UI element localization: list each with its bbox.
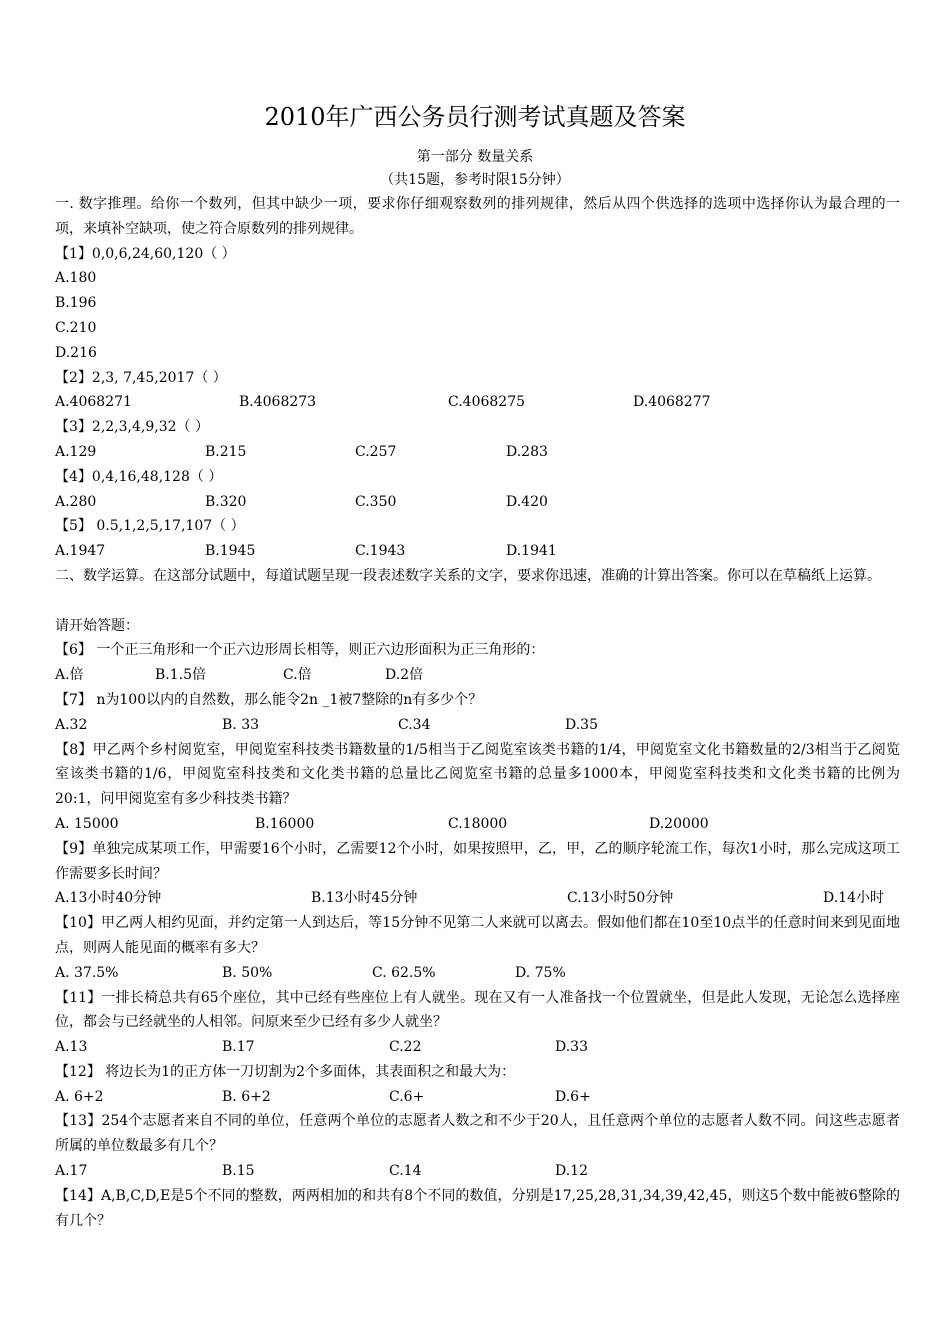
question-text: 【1】0,0,6,24,60,120（ ） [55,245,236,262]
option-row [55,440,900,465]
option: B.1945 [205,543,256,560]
option: A.13 [55,1039,88,1056]
option-row [55,1085,900,1110]
option: C.14 [389,1163,422,1180]
question-text: 【2】2,3, 7,45,2017（ ） [55,369,227,386]
option: A. 37.5% [55,964,119,981]
option: C.257 [355,443,397,460]
option: B.1.5倍 [155,667,207,684]
question-text: 【8】甲乙两个乡村阅览室，甲阅览室科技类书籍数量的1/5相当于乙阅览室该类书籍的1/4，甲阅览室文化书籍数量的2/3相当于乙阅览室该类书籍的1/6，甲阅览室科技类和文化类书籍的总量比乙阅览室书籍的总量多1000本，甲阅览室科技类和文化类书籍的比例为20:1，问甲阅览室有多少科技类书籍？ [55,741,900,808]
option: D.6+ [555,1088,591,1105]
option-row [55,886,900,911]
start-prompt: 请开始答题： [55,617,139,634]
option: A.1947 [55,543,106,560]
option: C.34 [398,716,431,733]
option: D.20000 [649,815,709,832]
question-content [55,192,900,1233]
question-text: 【12】 将边长为1的正方体一刀切割为2个多面体，其表面积之和最大为： [55,1063,516,1080]
option: C.210 [55,319,97,336]
option: D.283 [506,443,548,460]
option-row [55,663,900,688]
option: A.倍 [55,667,84,684]
option: D.1941 [506,543,557,560]
question-text: 【4】0,4,16,48,128（ ） [55,468,223,485]
option: A. 6+2 [55,1088,104,1105]
option: D.420 [506,493,548,510]
option: B.196 [55,295,97,312]
part-heading: 第一部分 数量关系 [416,149,534,165]
question-text: 【5】 0.5,1,2,5,17,107（ ） [55,518,245,535]
question-text: 【10】甲乙两人相约见面，并约定第一人到达后，等15分钟不见第二人来就可以离去。假如他们都在10至10点半的任意时间来到见面地点，则两人能见面的概率有多大？ [55,915,900,956]
option: C.13小时50分钟 [567,890,674,907]
option: A.17 [55,1163,88,1180]
option: C.350 [355,493,397,510]
option-row [55,812,900,837]
option: C. 62.5% [372,964,436,981]
option: B.13小时45分钟 [311,890,418,907]
section1-intro: 一. 数字推理。给你一个数列，但其中缺少一项，要求你仔细观察数列的排列规律，然后从四个供选择的选项中选择你认为最合理的一项，来填补空缺项，使之符合原数列的排列规律。 [55,196,900,237]
option: C.22 [389,1039,422,1056]
option: A.129 [55,443,97,460]
option-row [55,1035,900,1060]
option-row [55,490,900,515]
option: D.14小时 [823,890,884,907]
option: C.倍 [283,667,312,684]
option: B. 6+2 [222,1088,271,1105]
option: D.35 [565,716,598,733]
option: B.4068273 [239,394,317,411]
option: B.15 [222,1163,255,1180]
section2-intro: 二、数学运算。在这部分试题中，每道试题呈现一段表述数字关系的文字，要求你迅速，准确的计算出答案。你可以在草稿纸上运算。 [55,567,881,584]
option: D.216 [55,344,97,361]
option: D.12 [555,1163,588,1180]
option: A. 15000 [55,815,119,832]
question-text: 【6】 一个正三角形和一个正六边形周长相等，则正六边形面积为正三角形的： [55,642,545,659]
option: B. 50% [222,964,273,981]
option: A.32 [55,716,88,733]
option: B.16000 [255,815,315,832]
page-title: 2010年广西公务员行测考试真题及答案 [264,103,686,131]
option: A.4068271 [55,394,132,411]
option: D.2倍 [385,667,424,684]
option-row [55,539,900,564]
option-row [55,390,900,415]
option: B. 33 [222,716,260,733]
part-note: （共15题，参考时限15分钟） [380,172,570,188]
option: A.280 [55,493,97,510]
option: A.13小时40分钟 [55,890,162,907]
option-row [55,1159,900,1184]
option: C.4068275 [448,394,526,411]
option: C.1943 [355,543,406,560]
question-text: 【13】254个志愿者来自不同的单位，任意两个单位的志愿者人数之和不少于20人，且任意两个单位的志愿者人数不同。问这些志愿者所属的单位数最多有几个？ [55,1113,900,1155]
question-text: 【14】A,B,C,D,E是5个不同的整数，两两相加的和共有8个不同的数值，分别是17,25,28,31,34,39,42,45，则这5个数中能被6整除的有几个？ [55,1187,900,1229]
option: B.320 [205,493,247,510]
question-text: 【9】单独完成某项工作，甲需要16个小时，乙需要12个小时，如果按照甲，乙，甲，乙的顺序轮流工作，每次1小时，那么完成这项工作需要多长时间？ [55,840,900,882]
option: C.6+ [389,1088,425,1105]
option: B.215 [205,443,247,460]
option: D.33 [555,1039,588,1056]
question-text: 【11】一排长椅总共有65个座位，其中已经有些座位上有人就坐。现在又有一人准备找一个位置就坐，但是此人发现，无论怎么选择座位，都会与已经就坐的人相邻。问原来至少已经有多少人就坐？ [55,989,900,1031]
option: C.18000 [448,815,508,832]
question-text: 【7】 n为100以内的自然数，那么能令2n _1被7整除的n有多少个？ [55,691,483,708]
question-text: 【3】2,2,3,4,9,32（ ） [55,419,209,436]
option: D. 75% [515,964,566,981]
option: A.180 [55,270,97,287]
option-row [55,713,900,738]
option: D.4068277 [633,394,711,411]
option-row [55,961,900,986]
option: B.17 [222,1039,255,1056]
